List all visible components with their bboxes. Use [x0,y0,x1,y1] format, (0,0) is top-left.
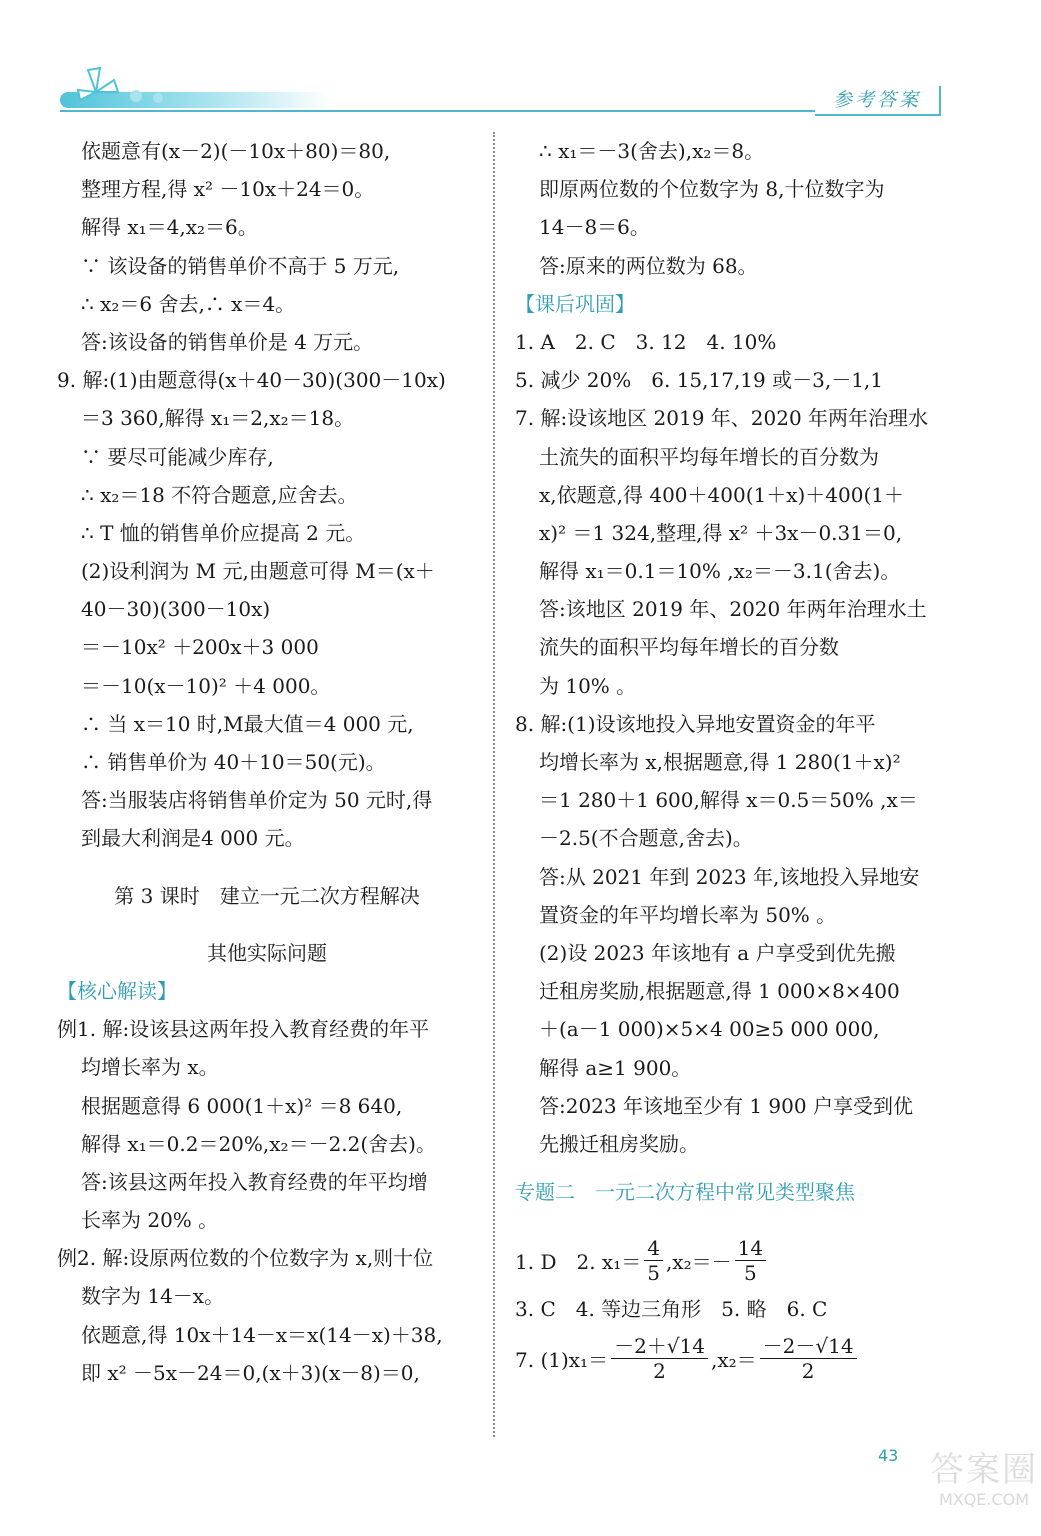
fraction-numerator: －2－√14 [760,1334,857,1359]
answer-prefix: 7. (1)x₁＝ [515,1347,609,1372]
text-line: ∴ x₂＝6 舍去,∴ x＝4。 [81,291,296,316]
text-line: 答:从 2021 年到 2023 年,该地投入异地安 [539,864,920,889]
watermark-text: 答案圈 [930,1450,1038,1490]
text-line: x)² ＝1 324,整理,得 x² ＋3x－0.31＝0, [539,520,903,545]
text-line: 先搬迁租房奖励。 [539,1131,699,1156]
text-line: 9. 解:(1)由题意得(x＋40－30)(300－10x) [57,368,446,393]
text-line: 数字为 14－x。 [81,1284,225,1309]
answer-mid: ,x₂＝ [711,1347,757,1372]
text-line: 即原两位数的个位数字为 8,十位数字为 [539,177,885,202]
fraction [644,1236,663,1285]
text-line: 答:2023 年该地至少有 1 900 户享受到优 [539,1093,913,1118]
answer-line: 1. A 2. C 3. 12 4. 10% [515,329,777,354]
fraction-denominator: 5 [647,1260,660,1285]
text-line: 8. 解:(1)设该地投入异地安置资金的年平 [515,711,876,736]
header-rule [60,110,815,112]
text-line: 长率为 20% 。 [81,1208,219,1233]
right-column [515,132,935,1388]
answer-line-fractions [515,1328,935,1388]
text-line: 解得 x₁＝4,x₂＝6。 [81,215,258,240]
column-divider [493,132,495,1437]
text-line: 依题意有(x－2)(－10x＋80)＝80, [81,139,391,163]
fraction-numerator: 4 [644,1236,663,1261]
fraction-numerator: －2＋√14 [611,1334,708,1359]
answer-mid: ,x₂＝－ [665,1249,732,1274]
text-line: x,依题意,得 400＋400(1＋x)＋400(1＋ [539,482,905,507]
text-line: ＝－10(x－10)² ＋4 000。 [81,673,331,698]
text-line: 答:该县这两年投入教育经费的年平均增 [81,1169,428,1194]
text-line: ∵ 该设备的销售单价不高于 5 万元, [81,253,400,278]
text-line: 14－8＝6。 [539,215,650,240]
text-line: 答:该地区 2019 年、2020 年两年治理水土 [539,597,927,622]
watermark-logo [930,1450,1038,1530]
lesson-title: 第 3 课时 建立一元二次方程解决 [114,883,420,908]
text-line: ∴ 销售单价为 40＋10＝50(元)。 [81,750,386,774]
fraction-denominator: 5 [743,1260,757,1285]
text-line: 答:原来的两位数为 68。 [539,253,758,278]
text-line: 例2. 解:设原两位数的个位数字为 x,则十位 [57,1246,434,1271]
fraction-numerator: 14 [735,1236,766,1261]
text-line: ∴ T 恤的销售单价应提高 2 元。 [81,520,366,545]
answer-line: 5. 减少 20% 6. 15,17,19 或－3,－1,1 [515,368,883,393]
page-header [0,0,1041,125]
text-line: 解得 x₁＝0.2＝20%,x₂＝－2.2(舍去)。 [81,1131,436,1156]
text-line: ＝－10x² ＋200x＋3 000 [81,635,319,660]
header-tag: 参考答案 [815,86,941,116]
fraction-denominator: 2 [653,1358,666,1383]
text-line: 均增长率为 x,根据题意,得 1 280(1＋x)² [539,750,901,774]
fraction [611,1334,708,1383]
windmill-icon [66,62,176,112]
text-line: 迁租房奖励,根据题意,得 1 000×8×400 [539,979,900,1004]
section-heading-core: 【核心解读】 [57,978,177,1003]
text-line: 到最大利润是4 000 元。 [81,826,305,851]
text-line: (2)设 2023 年该地有 a 户享受到优先搬 [539,940,896,965]
text-line: 置资金的年平均增长率为 50% 。 [539,902,837,927]
text-line: ∴ x₂＝18 不符合题意,应舍去。 [81,482,358,507]
left-column [57,132,477,1392]
fraction [735,1236,766,1285]
page-number: 43 [878,1446,899,1465]
text-line: 解得 x₁＝0.1＝10% ,x₂＝－3.1(舍去)。 [539,559,901,584]
text-line: ∵ 要尽可能减少库存, [81,444,274,469]
text-line: 为 10% 。 [539,673,637,698]
text-line: ∴ 当 x＝10 时,M最大值＝4 000 元, [81,711,414,736]
section-heading-review: 【课后巩固】 [515,291,635,316]
text-line: 例1. 解:设该县这两年投入教育经费的年平 [57,1017,430,1042]
text-line: 流失的面积平均每年增长的百分数 [539,635,839,660]
fraction [760,1334,857,1383]
lesson-subtitle: 其他实际问题 [207,940,327,965]
answer-line: 3. C 4. 等边三角形 5. 略 6. C [515,1297,828,1322]
text-line: 40－30)(300－10x) [81,597,271,622]
topic-title: 专题二 一元二次方程中常见类型聚焦 [515,1180,855,1205]
text-line: 整理方程,得 x² －10x＋24＝0。 [81,177,375,202]
text-line: 根据题意得 6 000(1＋x)² ＝8 640, [81,1093,403,1118]
text-line: 土流失的面积平均每年增长的百分数为 [539,444,879,469]
watermark-domain: MXQE.COM [938,1490,1030,1509]
text-line: (2)设利润为 M 元,由题意可得 M＝(x＋ [81,559,435,584]
text-line: 7. 解:设该地区 2019 年、2020 年两年治理水 [515,406,929,431]
answer-line-fractions [515,1230,935,1290]
text-line: 即 x² －5x－24＝0,(x＋3)(x－8)＝0, [81,1360,420,1385]
text-line: 解得 a≥1 900。 [539,1055,692,1080]
fraction-denominator: 2 [801,1358,815,1383]
text-line: ＋(a－1 000)×5×4 00≥5 000 000, [539,1017,880,1042]
text-line: 依题意,得 10x＋14－x＝x(14－x)＋38, [81,1322,443,1347]
text-line: 答:该设备的销售单价是 4 万元。 [81,329,374,354]
text-line: －2.5(不合题意,舍去)。 [539,826,753,851]
text-line: 答:当服装店将销售单价定为 50 元时,得 [81,788,433,813]
text-line: ∴ x₁＝－3(舍去),x₂＝8。 [539,139,765,163]
text-line: ＝3 360,解得 x₁＝2,x₂＝18。 [81,406,355,431]
text-line: 均增长率为 x。 [81,1055,219,1080]
text-line: ＝1 280＋1 600,解得 x＝0.5＝50% ,x＝ [539,788,918,813]
answer-prefix: 1. D 2. x₁＝ [515,1249,642,1274]
